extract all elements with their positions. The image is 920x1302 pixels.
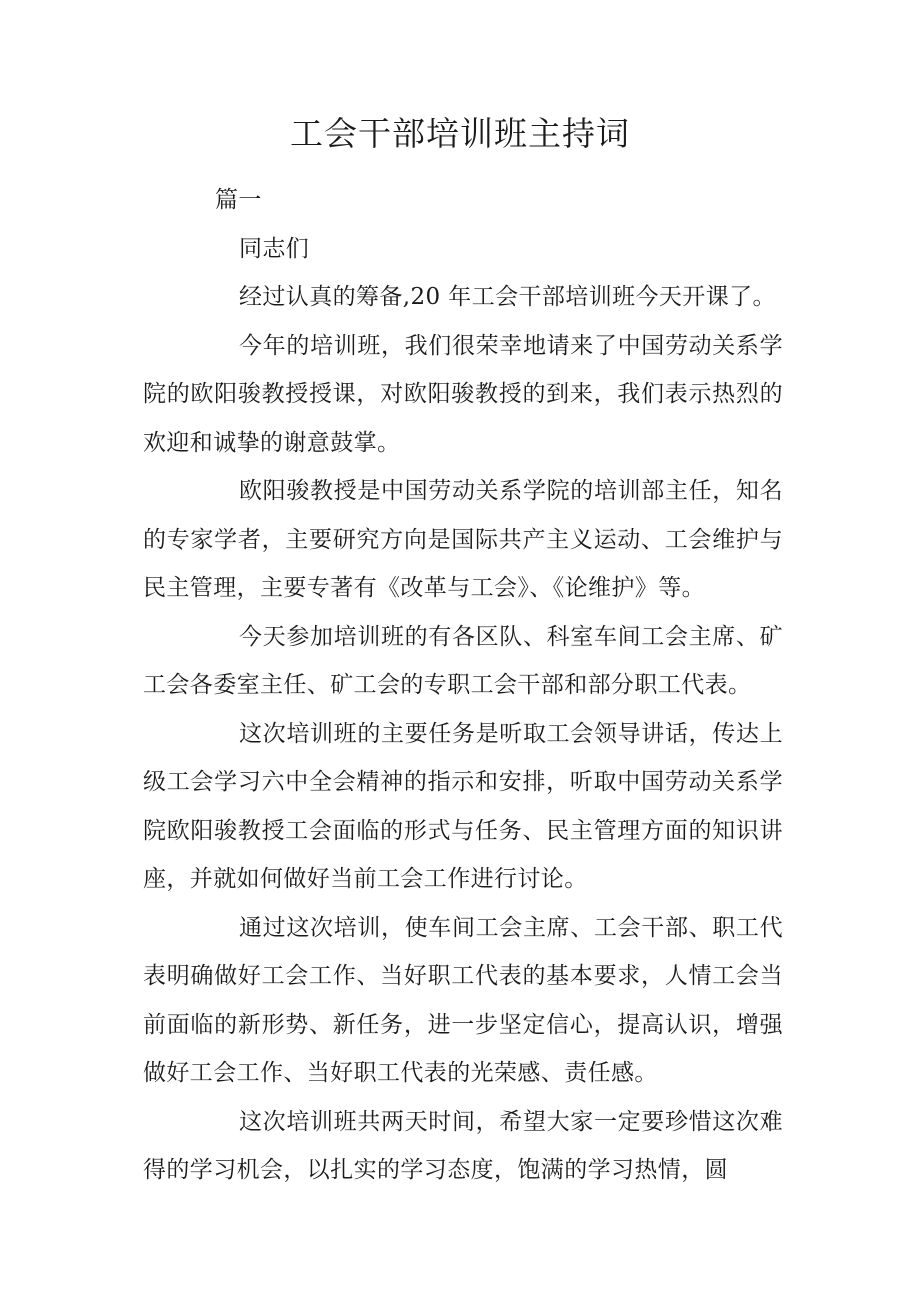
greeting: 同志们 <box>239 235 310 262</box>
paragraph: 经过认真的筹备,20 年工会干部培训班今天开课了。 <box>239 284 776 310</box>
paragraph: 这次培训班共两天时间，希望大家一定要珍惜这次难得的学习机会，以扎实的学习态度，饱满的学习热情，圆 <box>143 1108 783 1183</box>
section-label: 篇一 <box>215 187 262 213</box>
paragraph: 通过这次培训，使车间工会主席、工会干部、职工代表明确做好工会工作、当好职工代表的基本要求，人情工会当前面临的新形势、新任务，进一步坚定信心，提高认识，增强做好工会工作、当好职工代表的光荣感、责任感。 <box>143 914 783 1086</box>
paragraph: 今年的培训班，我们很荣幸地请来了中国劳动关系学院的欧阳骏教授授课，对欧阳骏教授的到来，我们表示热烈的欢迎和诚挚的谢意鼓掌。 <box>143 332 783 456</box>
document-body <box>143 176 783 1195</box>
paragraph: 这次培训班的主要任务是听取工会领导讲话，传达上级工会学习六中全会精神的指示和安排，听取中国劳动关系学院欧阳骏教授工会面临的形式与任务、民主管理方面的知识讲座，并就如何做好当前工会工作进行讨论。 <box>143 720 783 892</box>
paragraph: 欧阳骏教授是中国劳动关系学院的培训部主任，知名的专家学者，主要研究方向是国际共产主义运动、工会维护与民主管理，主要专著有《改革与工会》、《论维护》等。 <box>143 478 783 601</box>
document-title: 工会干部培训班主持词 <box>290 114 630 153</box>
paragraph: 今天参加培训班的有各区队、科室车间工会主席、矿工会各委室主任、矿工会的专职工会干部和部分职工代表。 <box>143 623 783 698</box>
